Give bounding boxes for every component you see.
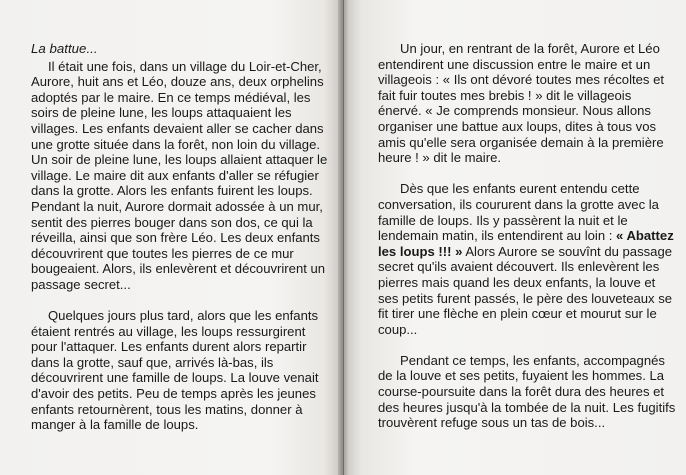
paragraph-gap <box>378 337 676 353</box>
right-paragraph-1: Un jour, en rentrant de la forêt, Aurore et Léo entendirent une discussion entre le maire et un villageois : « Ils ont dévoré toutes mes récoltes et fait fuir toutes mes brebis ! » dit le villageois énervé. « Je comprends monsieur. Nous allons organiser une battue aux loups, dites à tous vos amis qu'elle sera organisée demain à la première heure ! » dit le maire. <box>378 41 665 166</box>
shout-quote: « Abattez les loups !!! » <box>378 228 674 259</box>
right-page <box>348 0 686 475</box>
story-title: La battue... <box>31 41 98 56</box>
right-paragraph-2 <box>378 181 676 337</box>
left-paragraph-2: Quelques jours plus tard, alors que les enfants étaient rentrés au village, les loups ressurgirent pour l'attaquer. Les enfants durent alors repartir dans la grotte, sauf que, arrivés là-bas, ils découvrirent une famille de loups. La louve venait d'avoir des petits. Peu de temps après les jeunes enfants retournèrent, tous les matins, donner à manger à la famille de loups. <box>31 308 319 433</box>
gutter-fold-line <box>343 0 344 475</box>
right-paragraph-2-start: Dès que les enfants eurent entendu cette conversation, ils coururent dans la grotte avec la famille de loups. Ils y passèrent la nuit et le lendemain matin, ils entendirent au loin : <box>378 181 659 244</box>
paragraph-gap <box>31 293 330 309</box>
right-paragraph-2-end: Alors Aurore se souvînt du passage secret qu'ils avaient découvert. Ils enlevèrent les pierres mais quand les deux enfants, la louve et ses petits furent passés, le père des louveteaux se fit tirer une flèche en plein cœur et mourut sur le coup... <box>378 243 673 337</box>
paragraph-gap <box>378 166 676 182</box>
left-page <box>0 0 338 475</box>
right-paragraph-3: Pendant ce temps, les enfants, accompagnés de la louve et ses petits, fuyaient les hommes. La course-poursuite dans la forêt dura des heures et des heures jusqu'à la tombée de la nuit. Les fugitifs trouvèrent refuge sous un tas de bois... <box>378 352 676 431</box>
left-paragraph-1: Il était une fois, dans un village du Loir-et-Cher, Aurore, huit ans et Léo, douze ans, deux orphelins adoptés par le maire. En ce temps médiéval, les soirs de pleine lune, les loups attaquaient les villages. Les enfants devaient aller se cacher dans une grotte située dans la forêt, non loin du village. Un soir de pleine lune, les loups allaient attaquer le village. Le maire dit aux enfants d'aller se réfugier dans la grotte. Alors les enfants fuirent les loups. Pendant la nuit, Aurore dormait adossée à un mur, sentit des pierres bouger dans son dos, ce qui la réveilla, ainsi que son frère Léo. Les deux enfants découvrirent que toutes les pierres de ce mur bougeaient. Alors, ils enlevèrent et découvrirent un passage secret... <box>31 58 328 292</box>
